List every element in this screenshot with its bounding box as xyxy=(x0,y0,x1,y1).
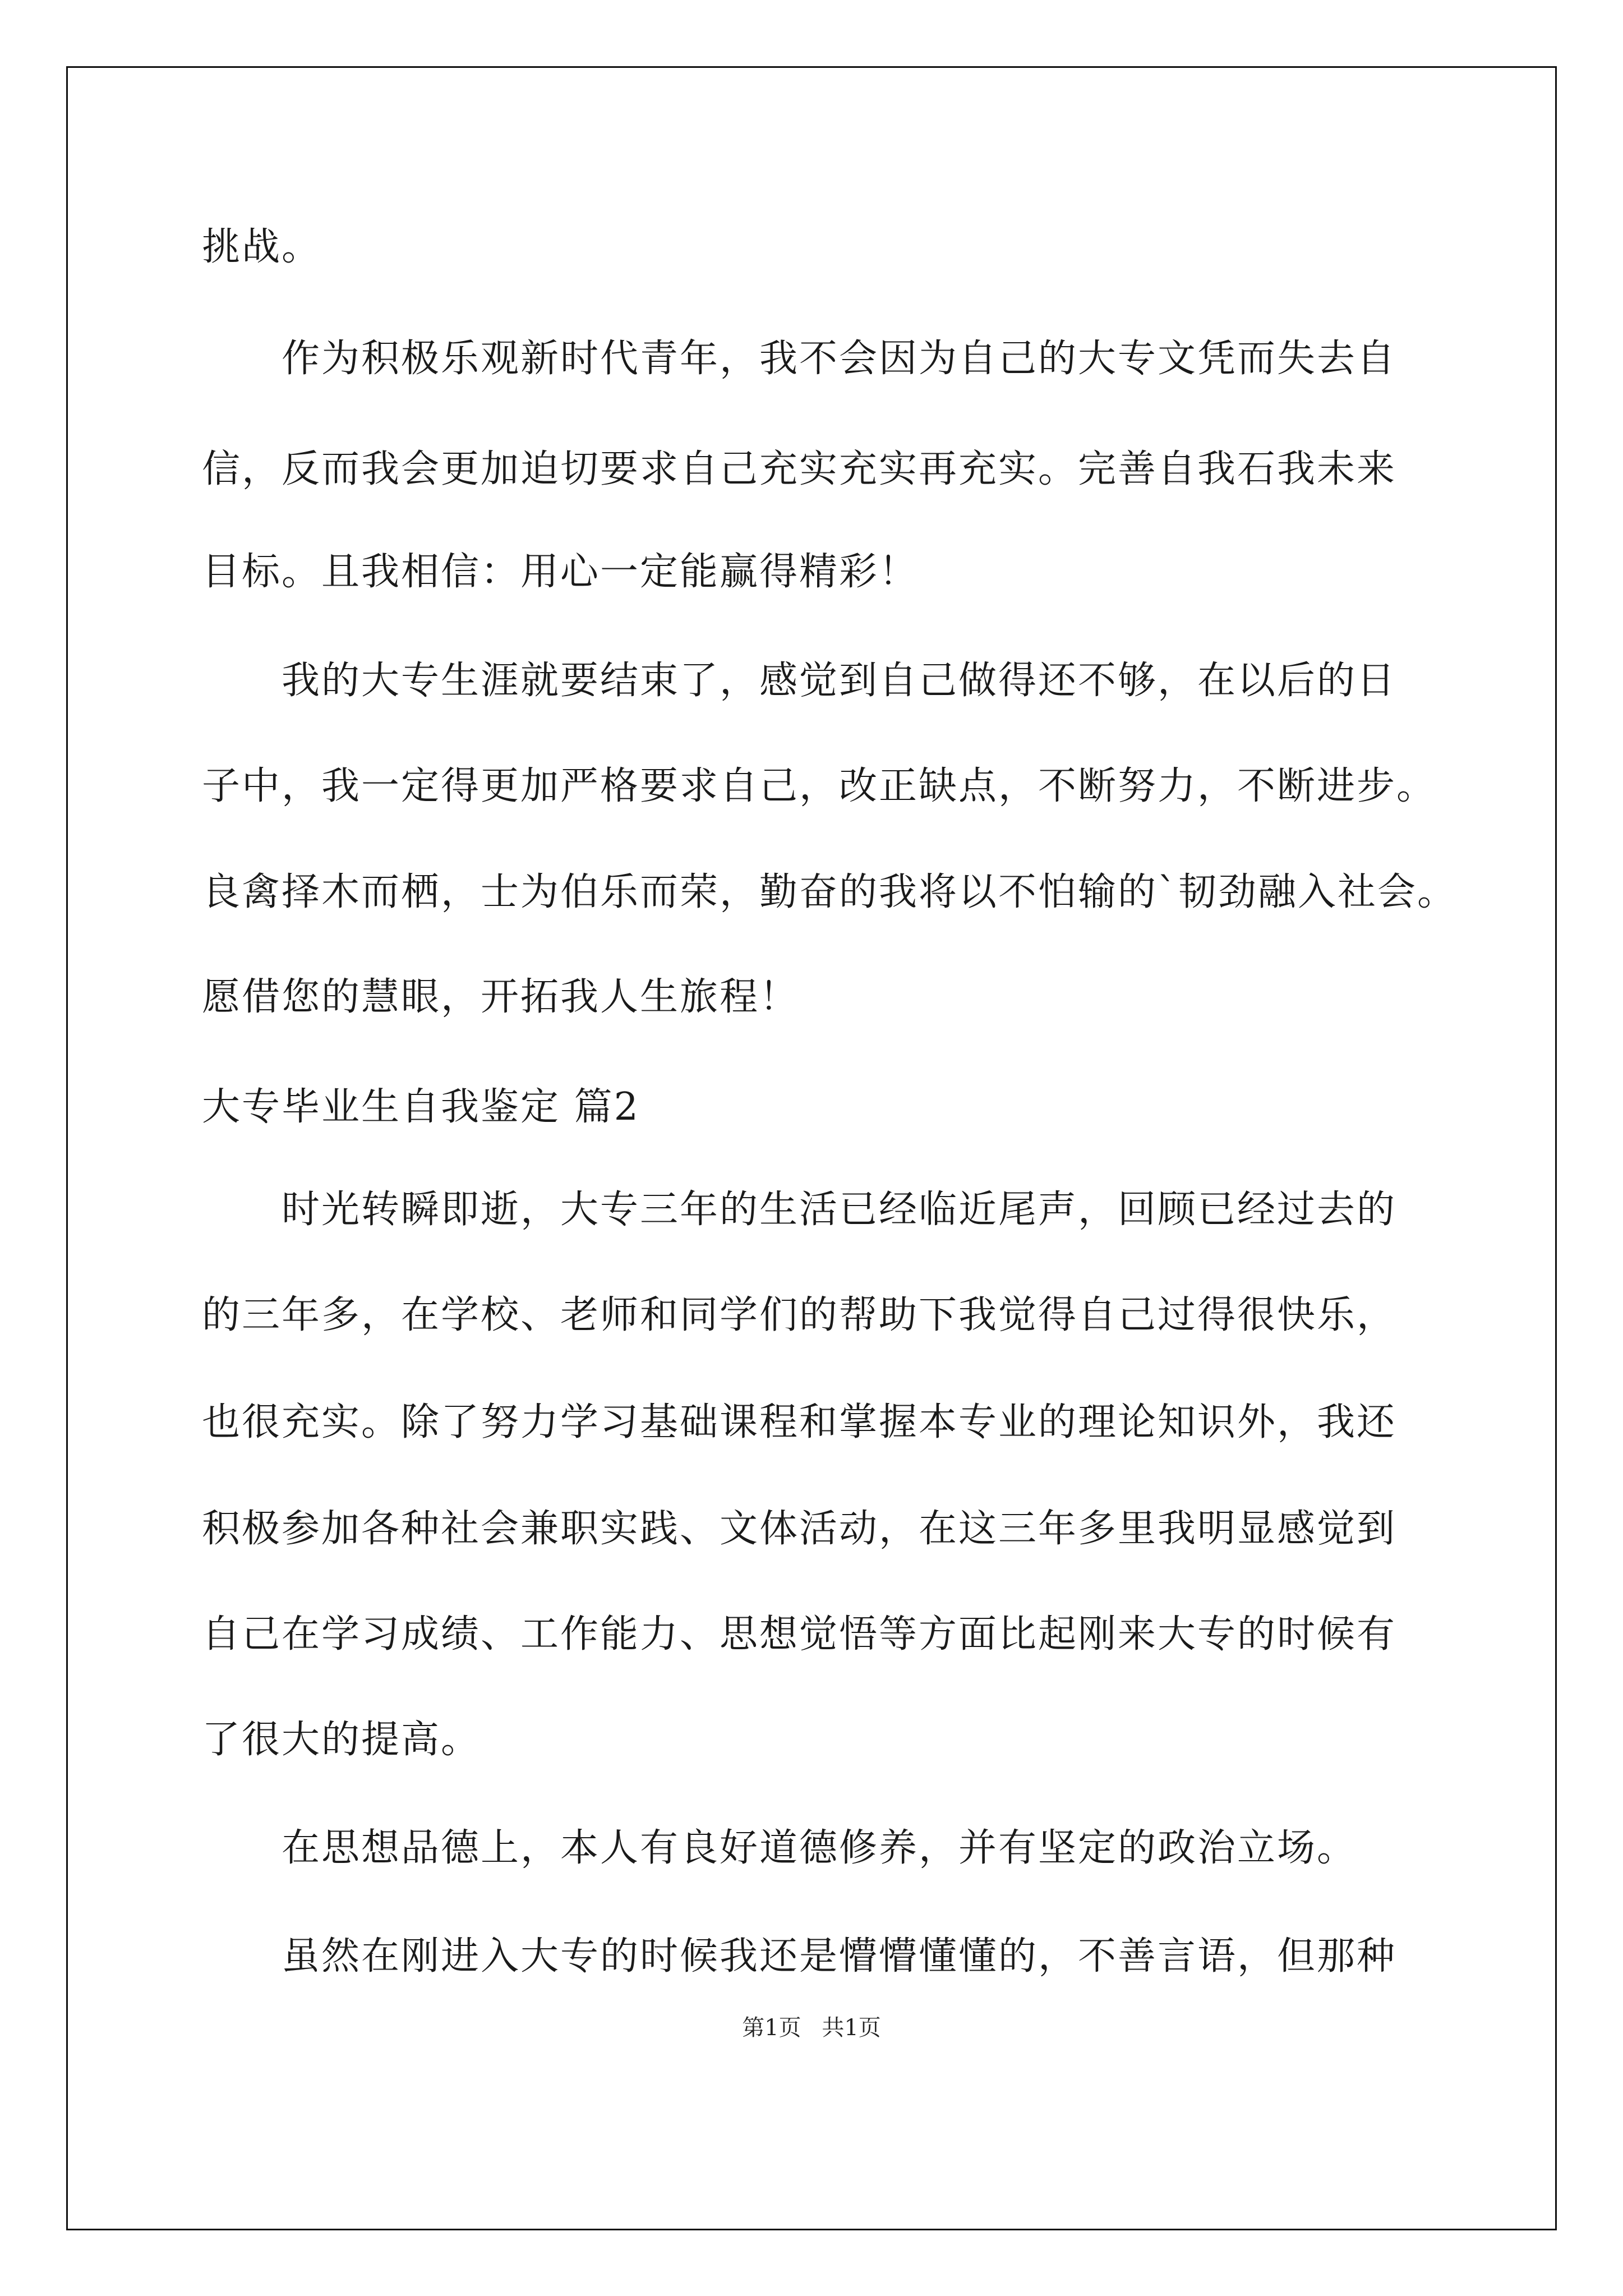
text-line: 信，反而我会更加迫切要求自己充实充实再充实。完善自我石我未来 xyxy=(202,447,1397,491)
text-line: 在思想品德上，本人有良好道德修养，并有坚定的政治立场。 xyxy=(282,1826,1357,1870)
text-line: 愿借您的慧眼，开拓我人生旅程！ xyxy=(202,975,800,1019)
text-line: 挑战。 xyxy=(202,225,322,269)
text-line: 目标。且我相信：用心一定能赢得精彩！ xyxy=(202,550,919,594)
text-line: 子中，我一定得更加严格要求自己，改正缺点，不断努力，不断进步。 xyxy=(202,764,1437,808)
text-line: 虽然在刚进入大专的时候我还是懵懵懂懂的，不善言语，但那种 xyxy=(282,1934,1397,1978)
text-line: 时光转瞬即逝，大专三年的生活已经临近尾声，回顾已经过去的 xyxy=(282,1188,1397,1232)
page-number: 第1页 xyxy=(742,2015,801,2041)
text-line: 也很充实。除了努力学习基础课程和掌握本专业的理论知识外，我还 xyxy=(202,1400,1397,1444)
text-line: 良禽择木而栖，士为伯乐而荣，勤奋的我将以不怕输的`韧劲融入社会。 xyxy=(202,870,1458,914)
page-border xyxy=(66,66,1557,2230)
text-line: 我的大专生涯就要结束了，感觉到自己做得还不够，在以后的日 xyxy=(282,659,1397,703)
text-line: 自己在学习成绩、工作能力、思想觉悟等方面比起刚来大专的时候有 xyxy=(202,1612,1397,1657)
text-line: 积极参加各种社会兼职实践、文体活动，在这三年多里我明显感觉到 xyxy=(202,1507,1397,1551)
text-line: 的三年多，在学校、老师和同学们的帮助下我觉得自己过得很快乐， xyxy=(202,1293,1397,1337)
page-total: 共1页 xyxy=(822,2015,881,2041)
text-line: 作为积极乐观新时代青年，我不会因为自己的大专文凭而失去自 xyxy=(282,337,1397,381)
page-footer xyxy=(0,2014,1623,2042)
section-heading: 大专毕业生自我鉴定 篇2 xyxy=(202,1085,640,1129)
text-line: 了很大的提高。 xyxy=(202,1718,481,1762)
